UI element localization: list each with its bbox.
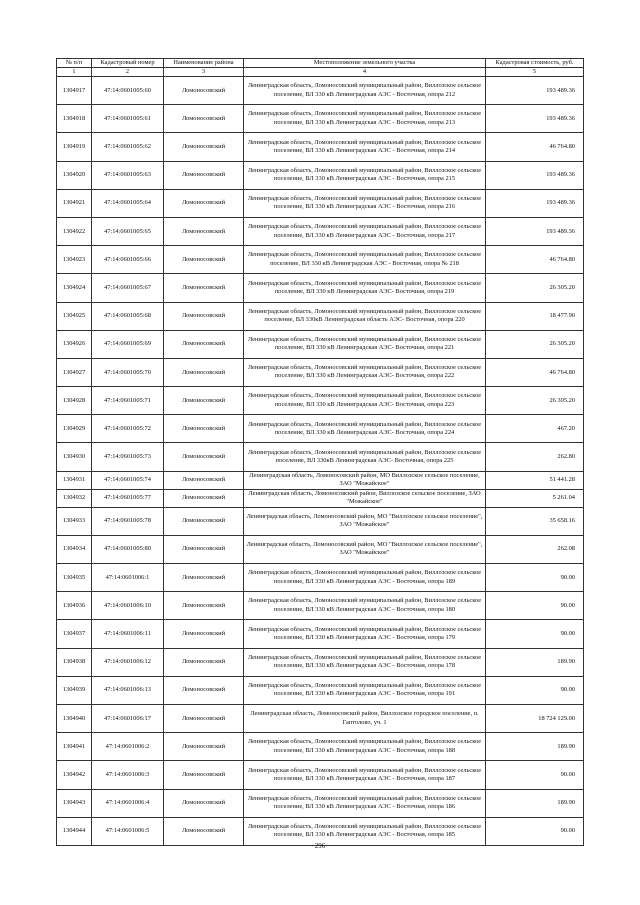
table-row [57,358,584,386]
cadastral-number: 47:14:0601005:66 [92,246,164,274]
cadastral-number: 47:14:0601005:80 [92,535,164,563]
land-location: Ленинградская область, Ломоносовский муниципальный район, Виллозское сельское поселение, ВЛ 330 кВ Ленинградская АЭС - Восточная, опора 185 [244,817,486,845]
land-location: Ленинградская область, Ломоносовский муниципальный район, Виллозское сельское поселение, ВЛ 330 кВ Ленинградская АЭС- Восточная, опора 222 [244,358,486,386]
row-number: 1304938 [57,648,92,676]
row-number: 1304921 [57,189,92,217]
cadastral-number: 47:14:0601006:4 [92,789,164,817]
row-number: 1304918 [57,105,92,133]
land-location: Ленинградская область, Ломоносовский муниципальный район, Виллозское сельское поселение, ВЛ 330 кВ Ленинградская АЭС - Восточная, опора 189 [244,564,486,592]
cadastral-number: 47:14:0601005:62 [92,133,164,161]
land-location: Ленинградская область, Ломоносовский муниципальный район, Виллозское сельское поселение, ВЛ 330 кВ Ленинградская АЭС - Восточная, опора 186 [244,789,486,817]
column-number-row [57,68,584,77]
row-number: 1304928 [57,387,92,415]
table-row [57,415,584,443]
table-row [57,302,584,330]
row-number: 1304927 [57,358,92,386]
table-row [57,761,584,789]
cadastral-number: 47:14:0601006:5 [92,817,164,845]
district-name: Ломоносовский [164,77,244,105]
row-number: 1304940 [57,704,92,732]
table-row [57,704,584,732]
row-number: 1304922 [57,217,92,245]
land-location: Ленинградская область, Ломоносовский район, МО "Виллозское сельское поселение", ЗАО "Можайское" [244,535,486,563]
table-row [57,471,584,489]
table-row [57,789,584,817]
district-name: Ломоносовский [164,733,244,761]
cadastral-number: 47:14:0601005:60 [92,77,164,105]
land-location: Ленинградская область, Ломоносовский муниципальный район, Виллозское сельское поселение, ВЛ 330 кВ Ленинградская АЭС- Восточная, опора 219 [244,274,486,302]
district-name: Ломоносовский [164,648,244,676]
cadastral-value: 262.80 [486,443,584,471]
cadastral-number: 47:14:0601005:67 [92,274,164,302]
district-name: Ломоносовский [164,620,244,648]
table-row [57,246,584,274]
land-location: Ленинградская область, Ломоносовский муниципальный район, Виллозское сельское поселение, ВЛ 330 кВ Ленинградская АЭС - Восточная, опора 178 [244,648,486,676]
land-location: Ленинградская область, Ломоносовский муниципальный район, Виллозское сельское поселение, ВЛ 330 кВ Ленинградская АЭС - Восточная, опора 212 [244,77,486,105]
cadastral-value: 46 764.80 [486,133,584,161]
land-location: Ленинградская область, Ломоносовский муниципальный район, Виллозское сельское поселение, ВЛ 330 кВ Ленинградская АЭС - Восточная, опора 179 [244,620,486,648]
cadastral-number: 47:14:0601005:68 [92,302,164,330]
row-number: 1304939 [57,676,92,704]
land-location: Ленинградская область, Ломоносовский муниципальный район, Виллозское сельское поселение, ВЛ 330 кВ Ленинградская АЭС - Восточная, опора 216 [244,189,486,217]
district-name: Ломоносовский [164,105,244,133]
table-row [57,535,584,563]
column-number: 3 [164,68,244,77]
cadastral-value: 467.20 [486,415,584,443]
cadastral-number: 47:14:0601005:72 [92,415,164,443]
district-name: Ломоносовский [164,564,244,592]
table-row [57,507,584,535]
table-row [57,105,584,133]
column-number: 5 [486,68,584,77]
cadastral-number: 47:14:0601005:78 [92,507,164,535]
row-number: 1304933 [57,507,92,535]
cadastral-value: 262.08 [486,535,584,563]
column-number: 4 [244,68,486,77]
row-number: 1304941 [57,733,92,761]
land-location: Ленинградская область, Ломоносовский район, МО Виллозское сельское поселение, ЗАО "Можайское" [244,471,486,489]
cadastral-value-table [56,58,584,846]
land-location: Ленинградская область, Ломоносовский муниципальный район, Виллозское сельское поселение, ВЛ 330 кВ Ленинградская АЭС- Восточная, опора 221 [244,330,486,358]
header-num: № п/п [57,59,92,68]
header-value: Кадастровая стоимость, руб. [486,59,584,68]
land-location: Ленинградская область, Ломоносовский район, Виллозское городское поселение, п. Гаптолово, уч. 1 [244,704,486,732]
cadastral-number: 47:14:0601005:70 [92,358,164,386]
row-number: 1304944 [57,817,92,845]
cadastral-value: 26 305.20 [486,330,584,358]
row-number: 1304920 [57,161,92,189]
district-name: Ломоносовский [164,535,244,563]
row-number: 1304924 [57,274,92,302]
table-row [57,189,584,217]
cadastral-value: 35 658.16 [486,507,584,535]
cadastral-number: 47:14:0601006:10 [92,592,164,620]
row-number: 1304936 [57,592,92,620]
land-location: Ленинградская область, Ломоносовский муниципальный район, Виллозское сельское поселение, ВЛ 330 кВ Ленинградская АЭС - Восточная, опора 191 [244,676,486,704]
table-row [57,733,584,761]
cadastral-value: 90.00 [486,592,584,620]
table-row [57,217,584,245]
page-number: 296 [314,842,326,850]
district-name: Ломоносовский [164,676,244,704]
land-location: Ленинградская область, Ломоносовский муниципальный район, Виллозское сельское поселение, ВЛ 330 кВ Ленинградская АЭС - Восточная, опора 214 [244,133,486,161]
land-location: Ленинградская область, Ломоносовский муниципальный район, Виллозское сельское поселение, ВЛ 330 кВ Ленинградская АЭС - Восточная, опора 180 [244,592,486,620]
district-name: Ломоносовский [164,387,244,415]
row-number: 1304930 [57,443,92,471]
land-location: Ленинградская область, Ломоносовский муниципальный район, Виллозское сельское поселение, ВЛ 330 кВ Ленинградская АЭС - Восточная, опора 215 [244,161,486,189]
cadastral-number: 47:14:0601005:69 [92,330,164,358]
row-number: 1304926 [57,330,92,358]
land-location: Ленинградская область, Ломоносовский муниципальный район, Виллозское сельское поселение, ВЛ 330 кВ Ленинградская АЭС- Восточная, опора 224 [244,415,486,443]
cadastral-number: 47:14:0601005:63 [92,161,164,189]
district-name: Ломоносовский [164,415,244,443]
district-name: Ломоносовский [164,133,244,161]
row-number: 1304932 [57,489,92,507]
cadastral-value: 90.00 [486,817,584,845]
land-location: Ленинградская область, Ломоносовский муниципальный район, Виллозское сельское поселение, ВЛ 330 кВ Ленинградская АЭС - Восточная, опора 187 [244,761,486,789]
land-location: Ленинградская область, Ломоносовский муниципальный район, Виллозское сельское поселение, ВЛ 330 кВ Ленинградская АЭС - Восточная, опора 213 [244,105,486,133]
cadastral-value: 193 489.36 [486,161,584,189]
cadastral-value: 51 441.28 [486,471,584,489]
row-number: 1304917 [57,77,92,105]
table-row [57,330,584,358]
land-location: Ленинградская область, Ломоносовский муниципальный район, Виллозское сельское поселение, ВЛ 330кВ Ленинградская область АЭС- Восточная, опора 220 [244,302,486,330]
land-location: Ленинградская область, Ломоносовский район, МО "Виллозское сельское поселение", ЗАО "Можайское" [244,507,486,535]
district-name: Ломоносовский [164,817,244,845]
row-number: 1304923 [57,246,92,274]
cadastral-value: 189.90 [486,648,584,676]
header-row [57,59,584,68]
table-row [57,620,584,648]
table-row [57,489,584,507]
table-row [57,77,584,105]
cadastral-number: 47:14:0601006:17 [92,704,164,732]
land-location: Ленинградская область, Ломоносовский муниципальный район, Виллозское сельское поселение, ВЛ 330 кВ Ленинградская АЭС- Восточная, опора 223 [244,387,486,415]
cadastral-number: 47:14:0601005:77 [92,489,164,507]
district-name: Ломоносовский [164,471,244,489]
cadastral-value: 90.00 [486,564,584,592]
table-row [57,443,584,471]
cadastral-number: 47:14:0601005:71 [92,387,164,415]
district-name: Ломоносовский [164,274,244,302]
district-name: Ломоносовский [164,217,244,245]
cadastral-number: 47:14:0601005:65 [92,217,164,245]
district-name: Ломоносовский [164,704,244,732]
row-number: 1304937 [57,620,92,648]
row-number: 1304931 [57,471,92,489]
district-name: Ломоносовский [164,592,244,620]
table-row [57,133,584,161]
cadastral-value: 26 305.20 [486,387,584,415]
land-location: Ленинградская область, Ломоносовский район, Виллозское сельское поселение, ЗАО "Можайское" [244,489,486,507]
district-name: Ломоносовский [164,761,244,789]
cadastral-value: 90.00 [486,761,584,789]
row-number: 1304919 [57,133,92,161]
district-name: Ломоносовский [164,443,244,471]
cadastral-value: 193 489.36 [486,77,584,105]
district-name: Ломоносовский [164,246,244,274]
cadastral-number: 47:14:0601006:12 [92,648,164,676]
table-row [57,592,584,620]
header-district: Наименование района [164,59,244,68]
row-number: 1304929 [57,415,92,443]
table-body [57,77,584,846]
land-location: Ленинградская область, Ломоносовский муниципальный район, Виллозское сельское поселение, ВЛ 330кВ Ленинградская АЭС- Восточная, опора 225 [244,443,486,471]
land-location: Ленинградская область, Ломоносовский муниципальный район, Виллозское сельское поселение, ВЛ 330 кВ Ленинградская АЭС - Восточная, опора № 218 [244,246,486,274]
cadastral-value: 90.00 [486,620,584,648]
cadastral-value: 193 489.36 [486,105,584,133]
column-number: 1 [57,68,92,77]
table-row [57,564,584,592]
cadastral-number: 47:14:0601005:64 [92,189,164,217]
cadastral-value: 90.00 [486,676,584,704]
cadastral-value: 5 261.04 [486,489,584,507]
cadastral-number: 47:14:0601006:3 [92,761,164,789]
table-row [57,676,584,704]
cadastral-value: 26 305.20 [486,274,584,302]
cadastral-number: 47:14:0601005:73 [92,443,164,471]
table-row [57,161,584,189]
row-number: 1304935 [57,564,92,592]
cadastral-value: 193 489.36 [486,217,584,245]
cadastral-number: 47:14:0601006:13 [92,676,164,704]
cadastral-value: 18 477.90 [486,302,584,330]
district-name: Ломоносовский [164,789,244,817]
header-location: Местоположение земельного участка [244,59,486,68]
district-name: Ломоносовский [164,302,244,330]
cadastral-number: 47:14:0601006:1 [92,564,164,592]
district-name: Ломоносовский [164,507,244,535]
cadastral-number: 47:14:0601005:61 [92,105,164,133]
land-location: Ленинградская область, Ломоносовский муниципальный район, Виллозское сельское поселение, ВЛ 330 кВ Ленинградская АЭС - Восточная, опора 217 [244,217,486,245]
table-row [57,648,584,676]
cadastral-number: 47:14:0601005:74 [92,471,164,489]
land-location: Ленинградская область, Ломоносовский муниципальный район, Виллозское сельское поселение, ВЛ 330 кВ Ленинградская АЭС - Восточная, опора 188 [244,733,486,761]
table-header [57,59,584,77]
cadastral-number: 47:14:0601006:2 [92,733,164,761]
header-cadastral: Кадастровый номер [92,59,164,68]
row-number: 1304943 [57,789,92,817]
row-number: 1304925 [57,302,92,330]
district-name: Ломоносовский [164,489,244,507]
district-name: Ломоносовский [164,189,244,217]
table-row [57,387,584,415]
district-name: Ломоносовский [164,161,244,189]
table-row [57,274,584,302]
cadastral-value: 46 764.80 [486,358,584,386]
column-number: 2 [92,68,164,77]
cadastral-value: 189.90 [486,789,584,817]
cadastral-value: 18 724 129.00 [486,704,584,732]
cadastral-value: 193 489.36 [486,189,584,217]
row-number: 1304934 [57,535,92,563]
row-number: 1304942 [57,761,92,789]
district-name: Ломоносовский [164,358,244,386]
cadastral-value: 46 764.80 [486,246,584,274]
cadastral-number: 47:14:0601006:11 [92,620,164,648]
cadastral-value: 189.90 [486,733,584,761]
district-name: Ломоносовский [164,330,244,358]
